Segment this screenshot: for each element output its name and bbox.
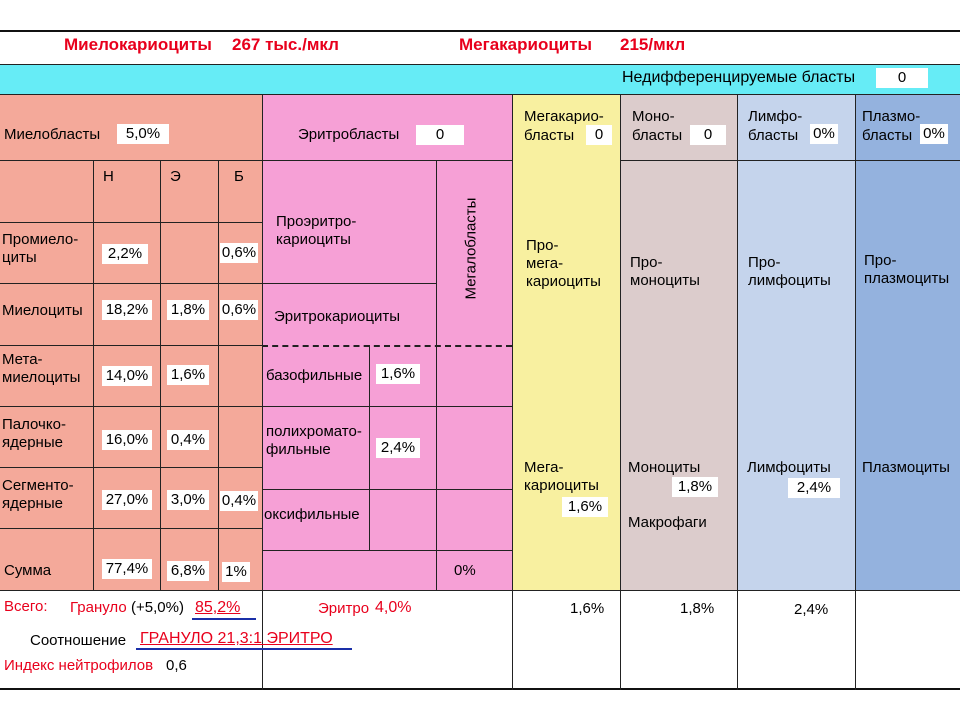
- granulo-cell-e: 1,8%: [167, 300, 209, 320]
- basophilic-label: базофильные: [266, 367, 363, 384]
- neutro-index-value: 0,6: [166, 657, 187, 674]
- monocytes-value: 1,8%: [672, 477, 718, 497]
- monocytes-label: Моноциты: [628, 459, 701, 476]
- mono-total: 1,8%: [680, 600, 715, 617]
- granulo-total-extra: (+5,0%): [131, 599, 184, 616]
- undiff-value: 0: [876, 68, 928, 88]
- line-below-undiff: [0, 94, 960, 95]
- granulo-vline-3: [218, 160, 219, 590]
- proplasmocytes-label: Про- плазмоциты: [864, 252, 950, 287]
- granulo-cell-n: 27,0%: [102, 490, 152, 510]
- header-mega-label: Мегакариоциты: [459, 35, 593, 54]
- granulo-cell-e: 6,8%: [167, 561, 209, 581]
- granulo-cell-n: 77,4%: [102, 559, 152, 579]
- granulo-column-bg: [0, 94, 262, 590]
- lymphocytes-label: Лимфоциты: [747, 459, 831, 476]
- proerythro-label: Проэритро- кариоциты: [276, 213, 357, 248]
- lympho-total: 2,4%: [794, 601, 829, 618]
- granulo-line-1: [0, 222, 262, 223]
- undiff-label: Недифференцируемые бласты: [622, 69, 856, 86]
- granulo-cell-n: 18,2%: [102, 300, 152, 320]
- line-below-header: [0, 64, 960, 65]
- granulo-total-value: 85,2%: [195, 599, 241, 616]
- erythro-line-basophilic: [262, 406, 512, 407]
- ratio-label: Соотношение: [30, 632, 127, 649]
- granulo-line-3: [0, 345, 262, 346]
- macrophages-label: Макрофаги: [628, 514, 707, 531]
- erythro-line-oxy: [262, 550, 512, 551]
- granulo-cell-b: 1%: [222, 562, 250, 582]
- lymphoblasts-label: Лимфо- бласты: [748, 108, 803, 144]
- granulo-total-underline: [192, 618, 256, 620]
- erythrokaryo-label: Эритрокариоциты: [274, 308, 400, 325]
- granulo-row-label: Палочко- ядерные: [2, 416, 66, 451]
- header-mega-value: 215/мкл: [620, 35, 686, 54]
- granulo-cell-e: 3,0%: [167, 490, 209, 510]
- prolymphocytes-label: Про- лимфоциты: [748, 254, 831, 289]
- line-above-footer: [0, 590, 960, 591]
- promonocytes-label: Про- моноциты: [630, 254, 700, 289]
- megakaryocytes-label: Мега- кариоциты: [524, 459, 599, 494]
- erythroblasts-value: 0: [416, 125, 464, 145]
- megaloblasts-label: Мегалобласты: [462, 197, 480, 300]
- erythro-stage-vline: [369, 345, 370, 550]
- erythro-megalo-vline: [436, 160, 437, 590]
- polychromatophilic-label: полихромато- фильные: [266, 423, 362, 458]
- top-border: [0, 30, 960, 32]
- mega-total: 1,6%: [570, 600, 605, 617]
- granulo-cell-b: 0,6%: [221, 244, 257, 261]
- myeloblasts-value: 5,0%: [117, 124, 169, 144]
- promegakaryocytes-label: Про- мега- кариоциты: [526, 237, 601, 290]
- plasmocytes-label: Плазмоциты: [862, 459, 950, 476]
- granulo-row-label: Сегменто- ядерные: [2, 477, 74, 512]
- erythroblasts-label: Эритробласты: [298, 126, 400, 143]
- line-below-blasts-row-right: [620, 160, 960, 161]
- plasmoblasts-label: Плазмо- бласты: [862, 108, 921, 144]
- granulo-cell-e: 0,4%: [167, 430, 209, 450]
- erythro-total-label: Эритро: [318, 600, 370, 617]
- col-sep-mega-mono: [620, 94, 621, 690]
- col-sep-granulo-erythro: [262, 94, 263, 690]
- erythro-line-poly: [262, 489, 512, 490]
- granulo-cell-n: 14,0%: [102, 366, 152, 386]
- header-myelo-value: 267 тыс./мкл: [232, 35, 339, 54]
- megakaryocytes-value: 1,6%: [562, 497, 608, 517]
- granulo-cell-e: 1,6%: [167, 365, 209, 385]
- lymphoblasts-value: 0%: [810, 124, 838, 144]
- plasmoblasts-value: 0%: [920, 124, 948, 144]
- granulo-col-b: Б: [234, 168, 244, 185]
- ratio-value: ГРАНУЛО 21,3:1 ЭРИТРО: [140, 630, 333, 647]
- granulo-vline-2: [160, 160, 161, 590]
- lympho-column-bg: [737, 94, 855, 590]
- granulo-line-5: [0, 467, 262, 468]
- granulo-cell-b: 0,6%: [221, 301, 257, 318]
- erythro-total-value: 4,0%: [375, 599, 412, 616]
- plasma-column-bg: [855, 94, 960, 590]
- myeloblasts-label: Миелобласты: [4, 126, 101, 143]
- polychromatophilic-value: 2,4%: [376, 438, 420, 458]
- ratio-underline: [136, 648, 352, 650]
- basophilic-value: 1,6%: [376, 364, 420, 384]
- col-sep-lympho-plasma: [855, 94, 856, 690]
- col-sep-erythro-mega: [512, 94, 513, 690]
- granulo-col-n: Н: [103, 168, 114, 185]
- megakaryoblasts-label: Мегакарио- бласты: [524, 108, 604, 144]
- granulo-cell-n: 2,2%: [102, 244, 148, 264]
- neutro-index-label: Индекс нейтрофилов: [4, 657, 154, 674]
- granulo-row-label: Промиело- циты: [2, 231, 79, 266]
- granulo-vline-1: [93, 160, 94, 590]
- megakaryoblasts-value: 0: [586, 125, 612, 145]
- granulo-row-label: Миелоциты: [2, 302, 83, 319]
- granulo-row-label: Сумма: [4, 562, 52, 579]
- bottom-border: [0, 688, 960, 690]
- erythro-line-proerythro: [262, 283, 436, 284]
- oxyphilic-label: оксифильные: [264, 506, 360, 523]
- granulo-cell-b: 0,4%: [221, 492, 257, 509]
- granulo-line-6: [0, 528, 262, 529]
- col-sep-mono-lympho: [737, 94, 738, 690]
- erythro-dashed-line: [262, 345, 512, 347]
- granulo-cell-n: 16,0%: [102, 430, 152, 450]
- granulo-col-e: Э: [170, 168, 181, 185]
- granulo-line-2: [0, 283, 262, 284]
- granulo-row-label: Мета- миелоциты: [2, 351, 81, 386]
- monoblasts-label: Моно- бласты: [632, 108, 683, 144]
- total-label: Всего:: [4, 598, 48, 615]
- granulo-total-label: Грануло: [70, 599, 127, 616]
- granulo-line-4: [0, 406, 262, 407]
- header-myelo-label: Миелокариоциты: [64, 35, 212, 54]
- monoblasts-value: 0: [690, 125, 726, 145]
- megaloblasts-total: 0%: [454, 562, 476, 579]
- lymphocytes-value: 2,4%: [788, 478, 840, 498]
